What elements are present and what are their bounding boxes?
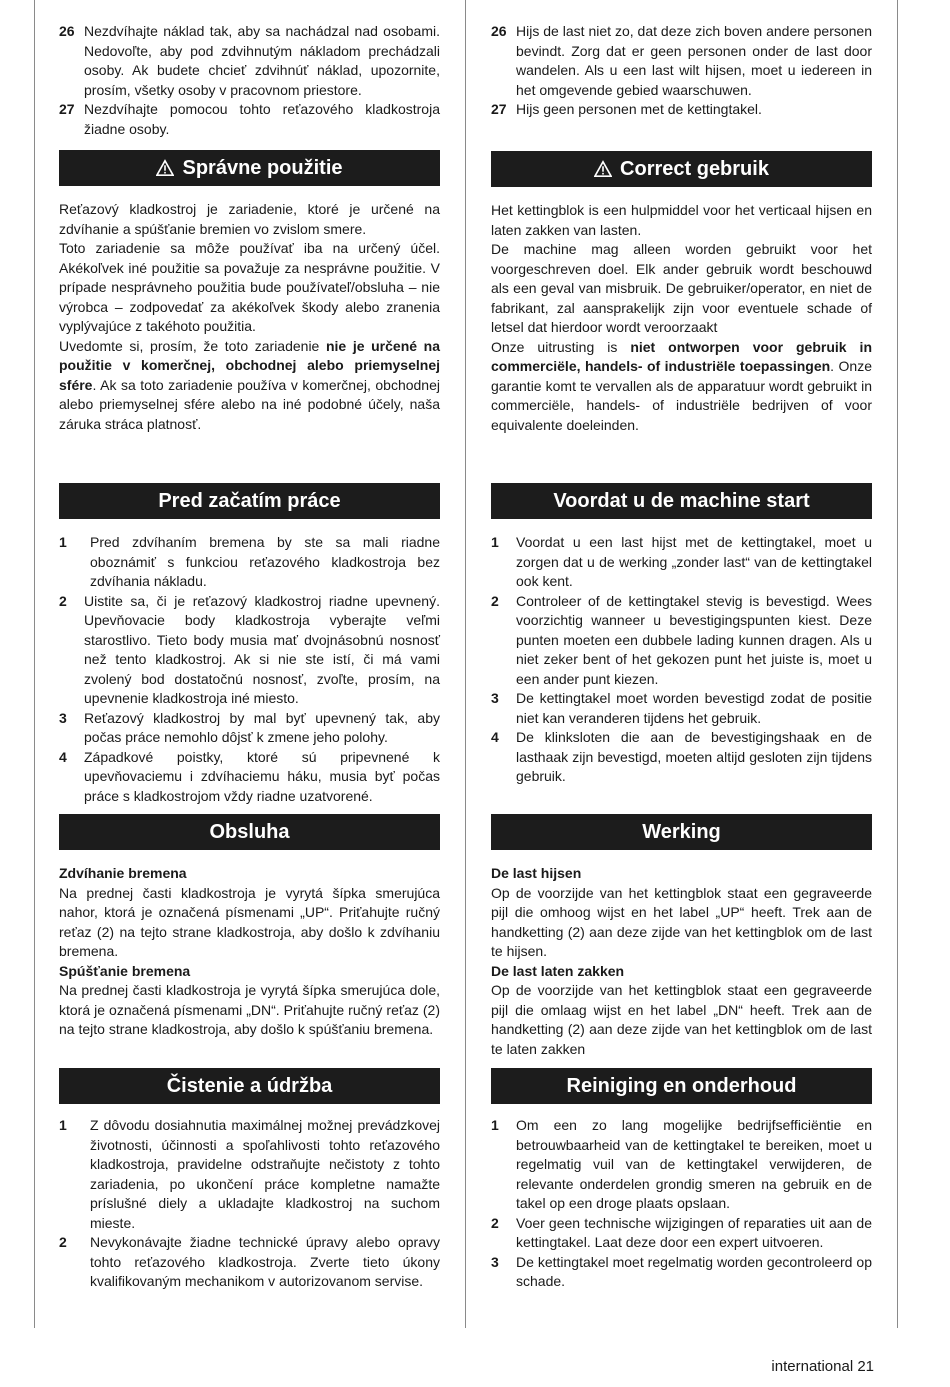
list-item: 3 Reťazový kladkostroj by mal byť upevnený tak, aby počas práce nemohlo dôjsť k zmene jeho polohy. bbox=[59, 709, 440, 745]
list-item: 2 Voer geen technische wijzigingen of reparaties uit aan de kettingtakel. Laat deze door een expert uitvoeren. bbox=[491, 1214, 872, 1250]
left-margin-rule bbox=[34, 0, 35, 1328]
section-heading-start: Pred začatím práce bbox=[59, 483, 440, 519]
list-item: 2 Controleer of de kettingtakel stevig is bevestigd. Wees voorzichtig wanneer u bevestigingspunten kiest. Deze punten moeten een dubbele lading kunnen dragen. Als u niet zeker bent of het gekozen punt het juiste is, moet u een ander punt kiezen. bbox=[491, 592, 872, 687]
list-item: 1 Om een zo lang mogelijke bedrijfsefficiëntie en betrouwbaarheid van de kettingtakel te bereiken, moet u regelmatig vuil van de kettingtakel verwijderen, de relevante onderdelen grondig smeren na gebruik en de takel op een droge plaats opslaan. bbox=[491, 1117, 872, 1211]
section-heading-operation: Werking bbox=[491, 814, 872, 850]
section-heading-start: Voordat u de machine start bbox=[491, 483, 872, 519]
list-item: 2 Nevykonávajte žiadne technické úpravy alebo opravy tohto reťazového kladkostroja. Zverte tieto úkony kvalifikovaným mechanikom v autorizovanom servise. bbox=[59, 1234, 440, 1289]
top-list bbox=[59, 22, 440, 139]
list-item: 27 Nezdvíhajte pomocou tohto reťazového kladkostroja žiadne osoby. bbox=[59, 101, 440, 137]
section-heading-use: Correct gebruik bbox=[491, 151, 872, 187]
list-item: 2 Uistite sa, či je reťazový kladkostroj riadne upevnený. Upevňovacie body kladkostroja vyberajte veľmi starostlivo. Tieto body musia mať dvojnásobnú nosnosť než tento kladkostroj. Ak si nie ste istí, či má vami zvolený bod dostatočnú nosnosť, zvoľte, prosím, na upevnenie kladkostroja iné miesto. bbox=[59, 592, 440, 706]
list-item: 1 Pred zdvíhaním bremena by ste sa mali riadne oboznámiť s funkciou reťazového kladkostroja bez zdvíhania nákladu. bbox=[59, 534, 440, 589]
top-list bbox=[491, 22, 872, 120]
section-heading-cleaning: Reiniging en onderhoud bbox=[491, 1068, 872, 1104]
use-text: Het kettingblok is een hulpmiddel voor het verticaal hijsen en laten zakken van lasten. De machine mag alleen worden gebruikt voor het voorgeschreven doel. Elk ander gebruik wordt beschouwd als een geval van misbruik. De gebruiker/operator, en niet de fabrikant, zal aansprakelijk zijn voor eventuele schade of letsel dat hierdoor wordt veroorzaakt Onze uitrusting is niet ontworpen voor gebruik in commerciële, handels- of industriële toepassingen. Onze garantie komt te vervallen als de apparatuur wordt gebruikt in commerciële, handels- of industriële bedrijven of voor equivalente doeleinden. bbox=[491, 202, 872, 433]
page-footer: international 21 bbox=[771, 1358, 874, 1375]
right-margin-rule bbox=[897, 0, 898, 1328]
use-text: Reťazový kladkostroj je zariadenie, ktoré je určené na zdvíhanie a spúšťanie bremien vo zvislom smere. Toto zariadenie sa môže používať iba na určený účel. Akékoľvek iné použitie sa považuje za nesprávne použitie. V prípade nesprávneho použitia bude používateľ/obsluha – nie výrobca – zodpovedať za akékoľvek škody alebo zranenia vyplývajúce z takéhoto použitia. Uvedomte si, prosím, že toto zariadenie nie je určené na použitie v komerčnej, obchodnej alebo priemyselnej sfére. Ak sa toto zariadenie používa v komerčnej, obchodnej alebo priemyselnej sfére alebo na iné podobné účely, naša záruka stráca platnosť. bbox=[59, 201, 440, 432]
section-heading-cleaning: Čistenie a údržba bbox=[59, 1068, 440, 1104]
cleaning-list bbox=[491, 1116, 872, 1292]
start-list bbox=[59, 533, 440, 806]
center-rule bbox=[465, 0, 466, 1328]
section-heading-operation: Obsluha bbox=[59, 814, 440, 850]
list-item: 4 De klinksloten die aan de bevestigingshaak en de lasthaak zijn bevestigd, moeten altijd gesloten zijn tijdens gebruik. bbox=[491, 729, 872, 784]
operation-text: Zdvíhanie bremena Na prednej časti kladkostroja je vyrytá šípka smerujúca nahor, ktorá je označená písmenami „UP“. Priťahujte ručný reťaz (2) na tejto strane kladkostroja, aby došlo k zdvíhaniu bremena. Spúšťanie bremena Na prednej časti kladkostroja je vyrytá šípka smerujúca dole, ktorá je označená písmenami „DN“. Priťahujte ručný reťaz (2) na tejto strane kladkostroja, aby došlo k spúšťaniu bremena. bbox=[59, 865, 440, 1037]
list-item: 4 Západkové poistky, ktoré sú pripevnené k upevňovaciemu i zdvíhaciemu háku, musia byť počas práce s kladkostrojom vždy riadne uzatvorené. bbox=[59, 748, 440, 804]
list-item: 27 Hijs geen personen met de kettingtakel. bbox=[491, 101, 762, 117]
list-item: 1 Z dôvodu dosiahnutia maximálnej možnej prevádzkovej životnosti, účinnosti a spoľahlivosti tohto reťazového kladkostroja, pravidelne odstraňujte nečistoty z tohto zariadenia, po ukončení práce kompletne namažte príslušné diely a ukladajte kladkostroj na suchom mieste. bbox=[59, 1117, 440, 1231]
operation-text: De last hijsen Op de voorzijde van het kettingblok staat een gegraveerde pijl die omhoog wijst en het label „UP“ heeft. Trek aan de handketting (2) aan deze zijde van het kettingblok om de last te hijsen. De last laten zakken Op de voorzijde van het kettingblok staat een gegraveerde pijl die omlaag wijst en het label „DN“ heeft. Trek aan de handketting (2) aan deze zijde van het kettingblok om de last te laten zakken bbox=[491, 865, 872, 1057]
section-heading-use: Správne použitie bbox=[59, 150, 440, 186]
left-column bbox=[59, 22, 440, 1289]
start-list bbox=[491, 533, 872, 787]
list-item: 3 De kettingtakel moet regelmatig worden gecontroleerd op schade. bbox=[491, 1253, 872, 1289]
list-item: 1 Voordat u een last hijst met de kettingtakel, moet u zorgen dat u de werking „zonder last“ van de kettingtakel ook kent. bbox=[491, 534, 872, 589]
warning-icon bbox=[594, 160, 612, 178]
warning-icon bbox=[156, 159, 174, 177]
right-column bbox=[491, 22, 872, 1289]
list-item: 26 Hijs de last niet zo, dat deze zich boven andere personen bevindt. Zorg dat er geen personen onder de last door wandelen. Als u een last wilt hijsen, moet u iedereen in het omgevende gebied waarschuwen. bbox=[491, 23, 872, 98]
list-item: 3 De kettingtakel moet worden bevestigd zodat de positie niet kan veranderen tijdens het gebruik. bbox=[491, 690, 872, 726]
list-item: 26 Nezdvíhajte náklad tak, aby sa nachádzal nad osobami. Nedovoľte, aby pod zdvihnutým nákladom prechádzali osoby. Ak budete chcieť zdvihnúť náklad, upozornite, prosím, všetky osoby v pracovnom priestore. bbox=[59, 23, 440, 98]
cleaning-list bbox=[59, 1116, 440, 1292]
